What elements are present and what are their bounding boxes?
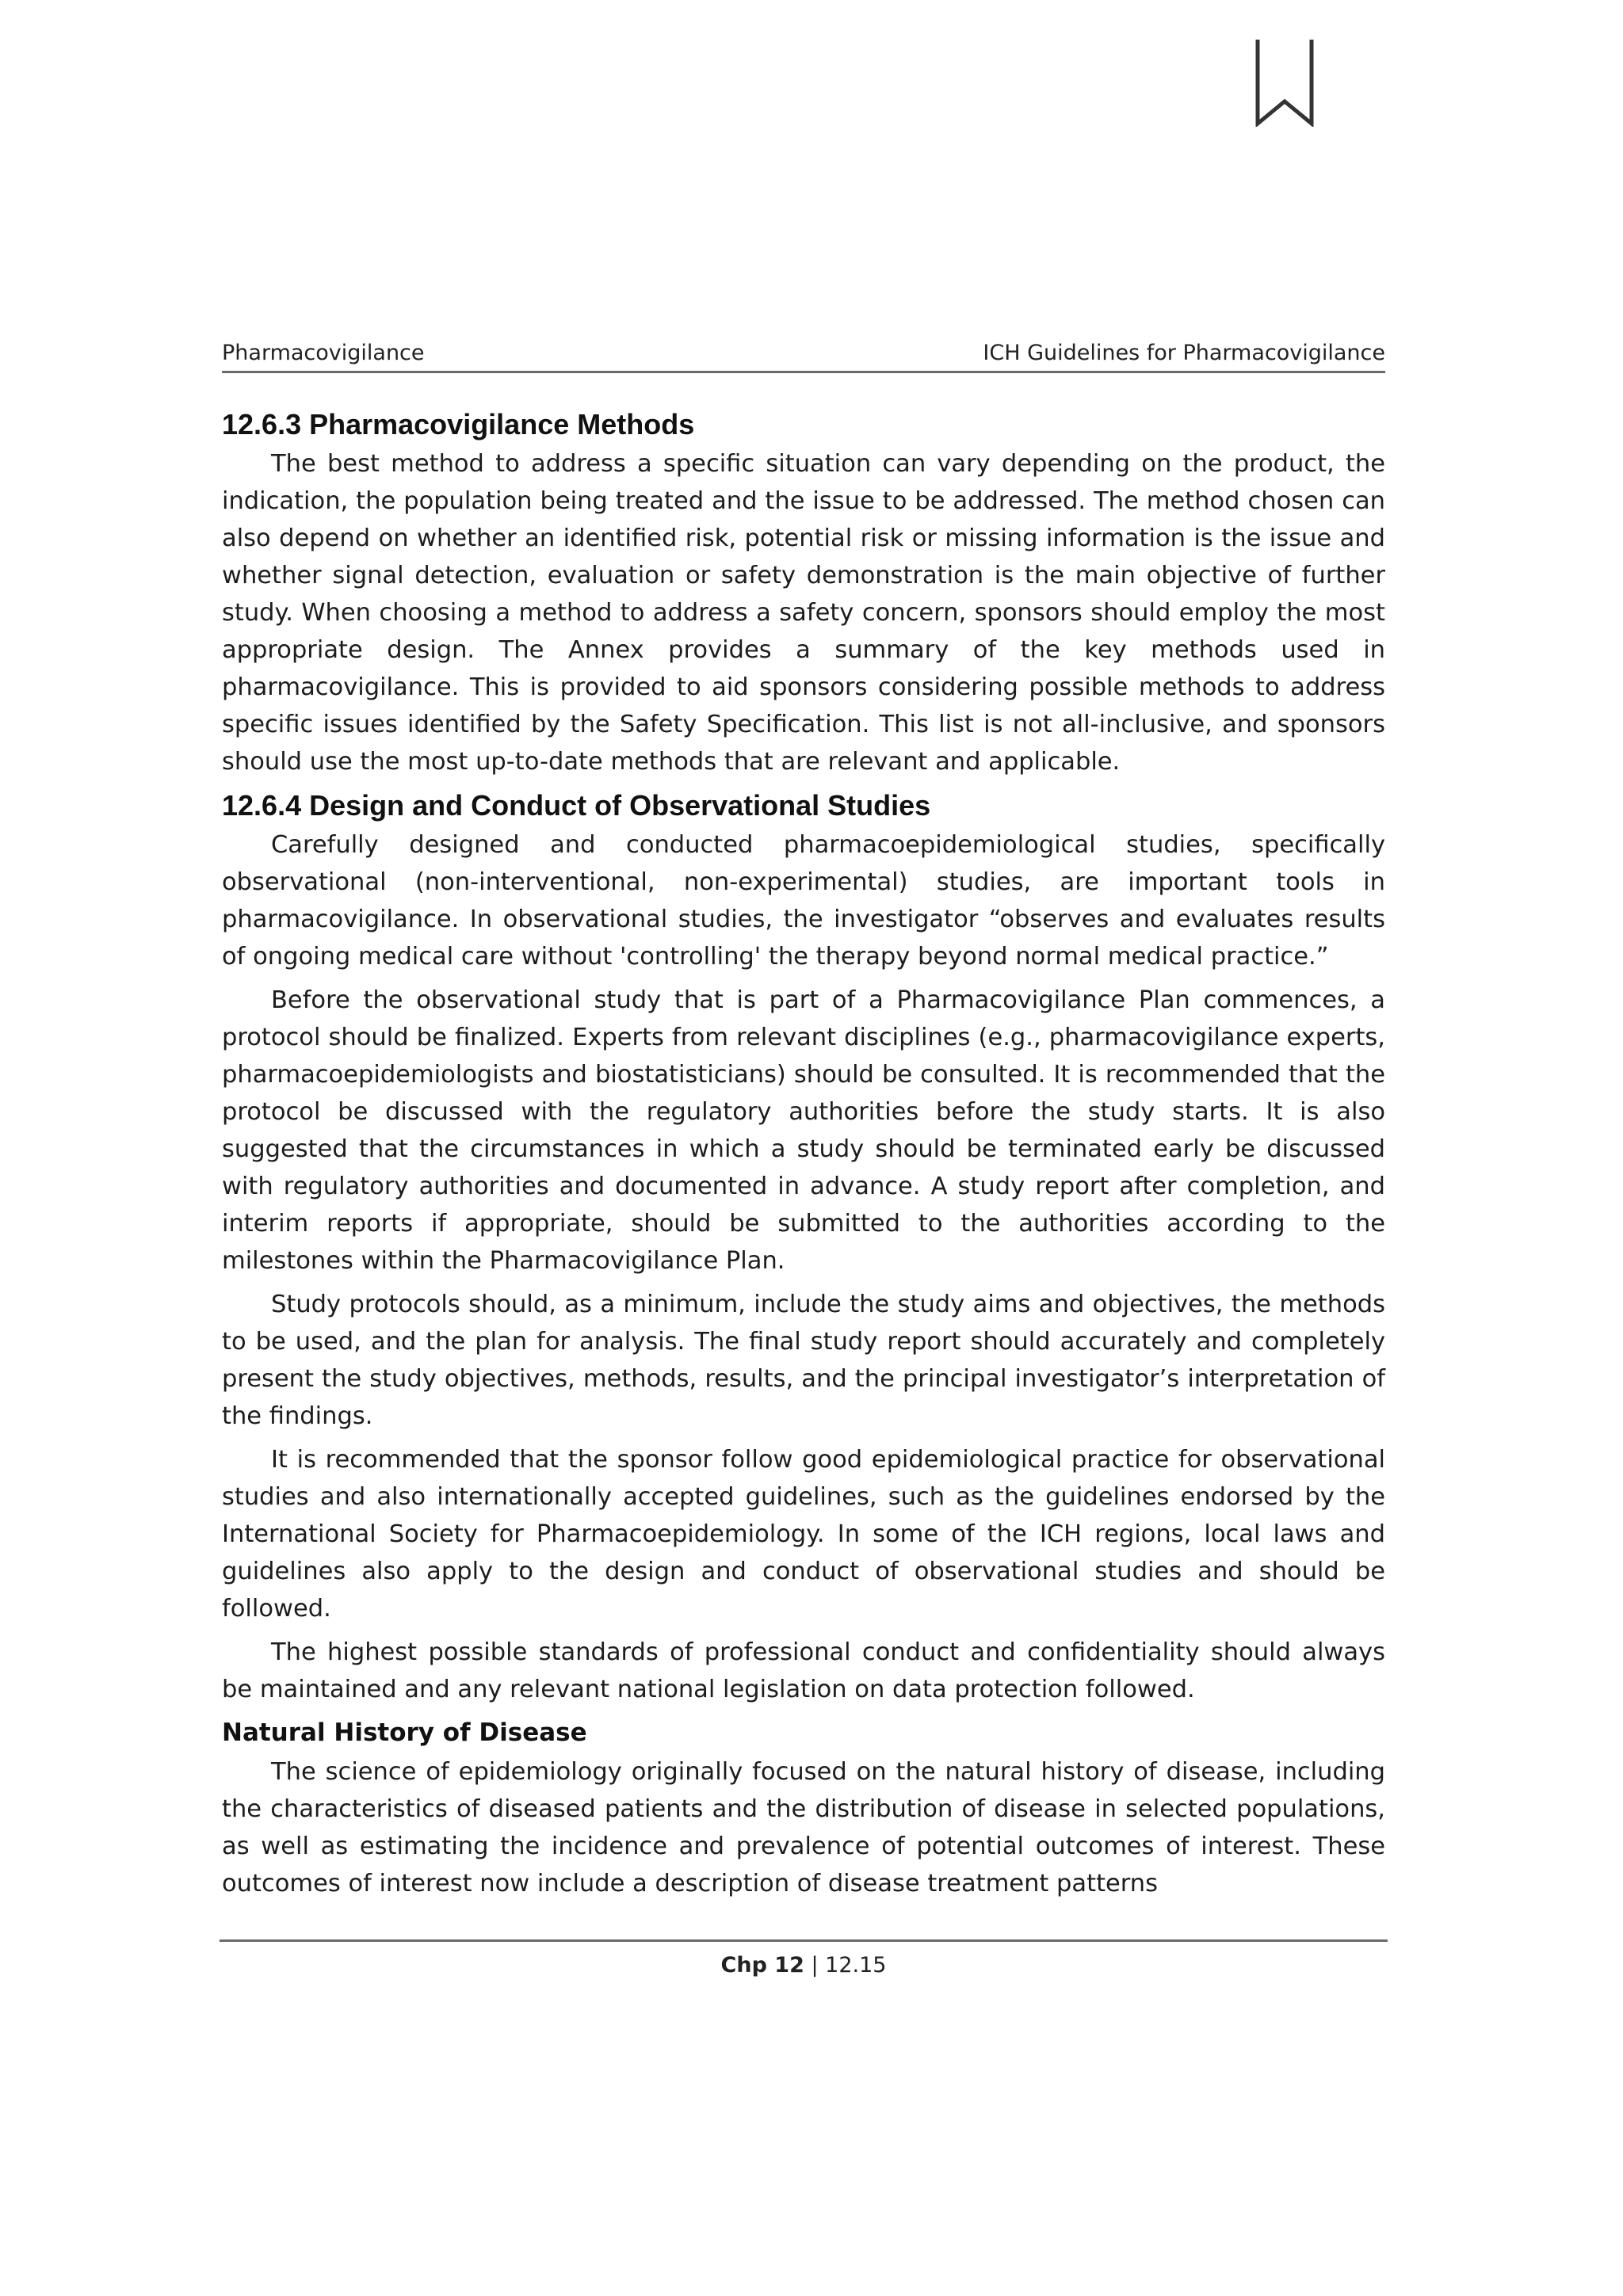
page-footer xyxy=(220,1939,1388,1978)
footer-page-number: 12.15 xyxy=(825,1953,887,1978)
paragraph: It is recommended that the sponsor follow good epidemiological practice for observational studies and also internationally accepted guidelines, such as the guidelines endorsed by the International Society for Pharmacoepidemiology. In some of the ICH regions, local laws and guidelines also apply to the design and conduct of observational studies and should be followed. xyxy=(222,1446,1385,1623)
section-heading-pv-methods: 12.6.3 Pharmacovigilance Methods xyxy=(222,408,695,441)
footer-separator: | xyxy=(811,1953,819,1978)
paragraph: The best method to address a specific situation can vary depending on the product, the indication, the population being treated and the issue to be addressed. The method chosen can also depend on whether an identified risk, potential risk or missing information is the issue and whether signal detection, evaluation or safety demonstration is the main objective of further study. When choosing a method to address a safety concern, sponsors should employ the most appropriate design. The Annex provides a summary of the key methods used in pharmacovigilance. This is provided to aid sponsors considering possible methods to address specific issues identified by the Safety Specification. This list is not all-inclusive, and sponsors should use the most up-to-date methods that are relevant and applicable. xyxy=(222,450,1385,776)
header-left-text: Pharmacovigilance xyxy=(222,341,425,365)
paragraph: Before the observational study that is part of a Pharmacovigilance Plan commences, a protocol should be finalized. Experts from relevant disciplines (e.g., pharmacovigilance experts, pharmacoepidemiologists and biostatisticians) should be consulted. It is recommended that the protocol be discussed with the regulatory authorities before the study starts. It is also suggested that the circumstances in which a study should be terminated early be discussed with regulatory authorities and documented in advance. A study report after completion, and interim reports if appropriate, should be submitted to the authorities according to the milestones within the Pharmacovigilance Plan. xyxy=(222,986,1385,1275)
paragraph: Study protocols should, as a minimum, include the study aims and objectives, the methods to be used, and the plan for analysis. The final study report should accurately and completely present the study objectives, methods, results, and the principal investigator’s interpretation of the findings. xyxy=(222,1291,1385,1430)
paragraph: Carefully designed and conducted pharmacoepidemiological studies, specifically observational (non-interventional, non-experimental) studies, are important tools in pharmacovigilance. In observational studies, the investigator “observes and evaluates results of ongoing medical care without 'controlling' the therapy beyond normal medical practice.” xyxy=(222,831,1385,971)
header-right-text: ICH Guidelines for Pharmacovigilance xyxy=(983,341,1385,365)
bookmark-logo-icon xyxy=(1254,38,1315,127)
page-header xyxy=(222,339,1385,373)
paragraph: The highest possible standards of professional conduct and confidentiality should always be maintained and any relevant national legislation on data protection followed. xyxy=(222,1638,1385,1703)
page-content xyxy=(222,406,1385,1909)
section-heading-observational-studies: 12.6.4 Design and Conduct of Observational Studies xyxy=(222,789,931,822)
footer-chapter: Chp 12 xyxy=(720,1953,804,1978)
subheading-natural-history: Natural History of Disease xyxy=(222,1718,587,1747)
paragraph: The science of epidemiology originally focused on the natural history of disease, including the characteristics of diseased patients and the distribution of disease in selected populations, as well as estimating the incidence and prevalence of potential outcomes of interest. These outcomes of interest now include a description of disease treatment patterns xyxy=(222,1758,1385,1897)
